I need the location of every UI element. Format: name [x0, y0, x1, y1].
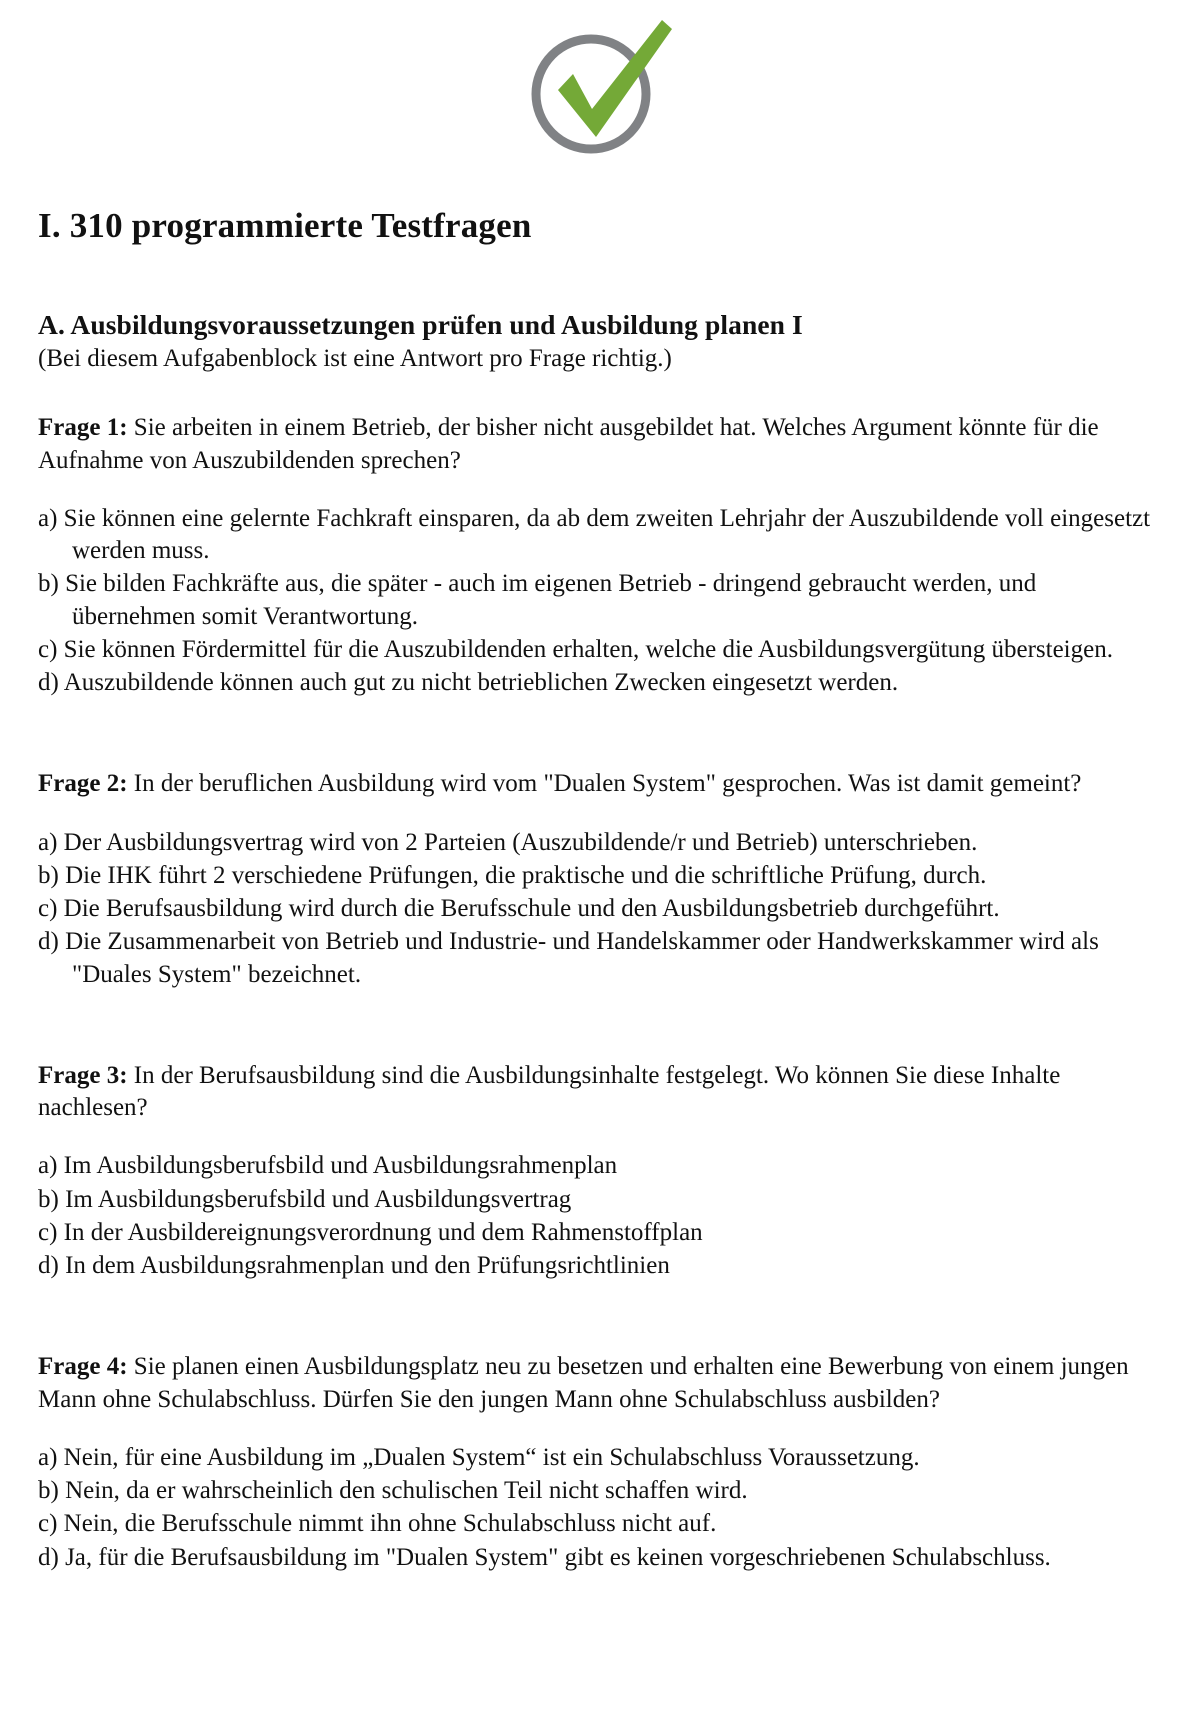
spacer — [38, 1283, 1153, 1313]
spacer — [38, 700, 1153, 730]
answer-options — [38, 1150, 1153, 1282]
answer-option[interactable]: c) Nein, die Berufsschule nimmt ihn ohne Schulabschluss nicht auf. — [38, 1510, 717, 1538]
answer-option[interactable]: a) Sie können eine gelernte Fachkraft einsparen, da ab dem zweiten Lehrjahr der Auszubildende voll eingesetzt werden muss. — [38, 504, 1151, 564]
question-prompt — [38, 1351, 1153, 1416]
question-prompt — [38, 1060, 1153, 1125]
answer-option[interactable]: b) Nein, da er wahrscheinlich den schulischen Teil nicht schaffen wird. — [38, 1477, 748, 1504]
answer-option[interactable]: a) Nein, für eine Ausbildung im „Dualen System“ ist ein Schulabschluss Voraussetzung. — [38, 1443, 920, 1471]
question-block — [38, 1060, 1153, 1283]
page-title: I. 310 programmierte Testfragen — [38, 206, 532, 245]
question-block — [38, 1351, 1153, 1574]
question-prompt — [38, 412, 1153, 477]
answer-options — [38, 1442, 1153, 1574]
answer-option[interactable]: d) Ja, für die Berufsausbildung im "Dualen System" gibt es keinen vorgeschriebenen Schulabschluss. — [38, 1543, 1051, 1571]
spacer — [38, 992, 1153, 1022]
answer-option[interactable]: c) Die Berufsausbildung wird durch die Berufsschule und den Ausbildungsbetrieb durchgeführt. — [38, 895, 1000, 922]
answer-options — [38, 503, 1153, 700]
answer-option[interactable]: d) In dem Ausbildungsrahmenplan und den Prüfungsrichtlinien — [38, 1252, 670, 1279]
section-title: A. Ausbildungsvoraussetzungen prüfen und Ausbildung planen I — [38, 309, 803, 341]
question-block — [38, 412, 1153, 699]
question-body: In der beruflichen Ausbildung wird vom "Dualen System" gesprochen. Was ist damit gemeint? — [127, 770, 1082, 798]
answer-option[interactable]: a) Der Ausbildungsvertrag wird von 2 Parteien (Auszubildende/r und Betrieb) unterschrieben. — [38, 828, 978, 856]
answer-option[interactable]: d) Die Zusammenarbeit von Betrieb und Industrie- und Handelskammer oder Handwerkskammer wird als "Duales System" bezeichnet. — [38, 928, 1099, 988]
answer-option[interactable]: c) Sie können Fördermittel für die Auszubildenden erhalten, welche die Ausbildungsvergütung übersteigen. — [38, 635, 1113, 663]
question-prompt — [38, 768, 1153, 800]
question-label: Frage 2: — [38, 770, 128, 798]
section-note: (Bei diesem Aufgabenblock ist eine Antwort pro Frage richtig.) — [38, 345, 672, 373]
logo-header — [38, 0, 1153, 168]
answer-option[interactable]: c) In der Ausbildereignungsverordnung und dem Rahmenstoffplan — [38, 1218, 703, 1246]
answer-option[interactable]: d) Auszubildende können auch gut zu nicht betrieblichen Zwecken eingesetzt werden. — [38, 669, 899, 696]
question-body: Sie arbeiten in einem Betrieb, der bisher nicht ausgebildet hat. Welches Argument könnte für die Aufnahme von Auszubildenden sprechen? — [38, 414, 1099, 474]
green-checkmark-in-gray-circle-icon — [516, 12, 676, 162]
question-label: Frage 1: — [38, 414, 128, 442]
answer-option[interactable]: b) Die IHK führt 2 verschiedene Prüfungen, die praktische und die schriftliche Prüfung, durch. — [38, 861, 987, 889]
answer-option[interactable]: b) Sie bilden Fachkräfte aus, die später - auch im eigenen Betrieb - dringend gebraucht werden, und übernehmen somit Verantwortung. — [38, 570, 1037, 630]
question-body: Sie planen einen Ausbildungsplatz neu zu besetzen und erhalten eine Bewerbung von einem jungen Mann ohne Schulabschluss. Dürfen Sie den jungen Mann ohne Schulabschluss ausbilden? — [38, 1353, 1129, 1413]
question-body: In der Berufsausbildung sind die Ausbildungsinhalte festgelegt. Wo können Sie diese Inhalte nachlesen? — [38, 1061, 1061, 1121]
question-label: Frage 4: — [38, 1353, 128, 1381]
question-label: Frage 3: — [38, 1061, 128, 1089]
question-block — [38, 768, 1153, 991]
answer-options — [38, 827, 1153, 991]
answer-option[interactable]: b) Im Ausbildungsberufsbild und Ausbildungsvertrag — [38, 1185, 572, 1213]
answer-option[interactable]: a) Im Ausbildungsberufsbild und Ausbildungsrahmenplan — [38, 1152, 618, 1180]
